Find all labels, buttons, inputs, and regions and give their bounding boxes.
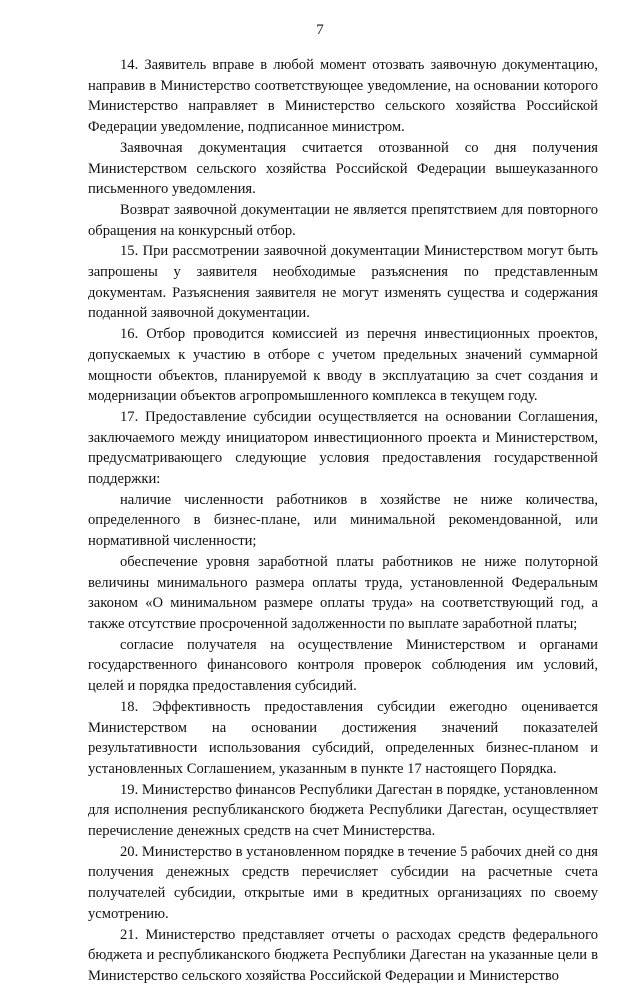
paragraph-reapplication: Возврат заявочной документации не является препятствием для повторного обращения на конкурсный отбор. [88, 201, 598, 239]
paragraph-16: 16. Отбор проводится комиссией из перечня инвестиционных проектов, допускаемых к участию в отборе с учетом предельных значений суммарной мощности объектов, планируемой к вводу в эксплуатацию за счет создания и модернизации объектов агропромышленного комплекса в текущем году. [88, 326, 598, 405]
paragraph-withdrawal-effect: Заявочная документация считается отозванной со дня получения Министерством сельского хозяйства Российской Федерации вышеуказанного письменного уведомления. [88, 139, 598, 198]
paragraph-17: 17. Предоставление субсидии осуществляется на основании Соглашения, заключаемого между инициатором инвестиционного проекта и Министерством, предусматривающего следующие условия предоставления государственной поддержки: [88, 408, 598, 488]
paragraph-15: 15. При рассмотрении заявочной документации Министерством могут быть запрошены у заявителя необходимые разъяснения по представленным документам. Разъяснения заявителя не могут изменять существа и содержания поданной заявочной документации. [88, 243, 598, 322]
document-body [88, 55, 598, 987]
paragraph-19: 19. Министерство финансов Республики Дагестан в порядке, установленном для исполнения республиканского бюджета Республики Дагестан, осуществляет перечисление денежных средств на счет Министерства. [88, 781, 598, 840]
condition-inspection-consent: согласие получателя на осуществление Министерством и органами государственного финансового контроля проверок соблюдения им условий, целей и порядка предоставления субсидий. [88, 636, 598, 695]
paragraph-20: 20. Министерство в установленном порядке в течение 5 рабочих дней со дня получения денежных средств перечисляет субсидии на расчетные счета получателей субсидии, открытые ими в кредитных организациях по своему усмотрению. [88, 843, 598, 922]
condition-wages: обеспечение уровня заработной платы работников не ниже полуторной величины минимального размера оплаты труда, установленной Федеральным законом «О минимальном размере оплаты труда» на соответствующий год, а также отсутствие просроченной задолженности по выплате заработной платы; [88, 553, 598, 632]
paragraph-14: 14. Заявитель вправе в любой момент отозвать заявочную документацию, направив в Министерство соответствующее уведомление, на основании которого Министерство направляет в Министерство сельского хозяйства Российской Федерации уведомление, подписанное министром. [88, 57, 598, 136]
page-number: 7 [316, 22, 324, 38]
paragraph-18: 18. Эффективность предоставления субсидии ежегодно оценивается Министерством на основании достижения значений показателей результативности использования субсидий, определенных бизнес-планом и установленных Соглашением, указанным в пункте 17 настоящего Порядка. [88, 698, 598, 777]
condition-headcount: наличие численности работников в хозяйстве не ниже количества, определенного в бизнес-плане, или минимальной рекомендованной, или нормативной численности; [88, 491, 598, 550]
paragraph-21: 21. Министерство представляет отчеты о расходах средств федерального бюджета и республиканского бюджета Республики Дагестан на указанные цели в Министерство сельского хозяйства Российской Федерации и Министерство [88, 926, 598, 984]
